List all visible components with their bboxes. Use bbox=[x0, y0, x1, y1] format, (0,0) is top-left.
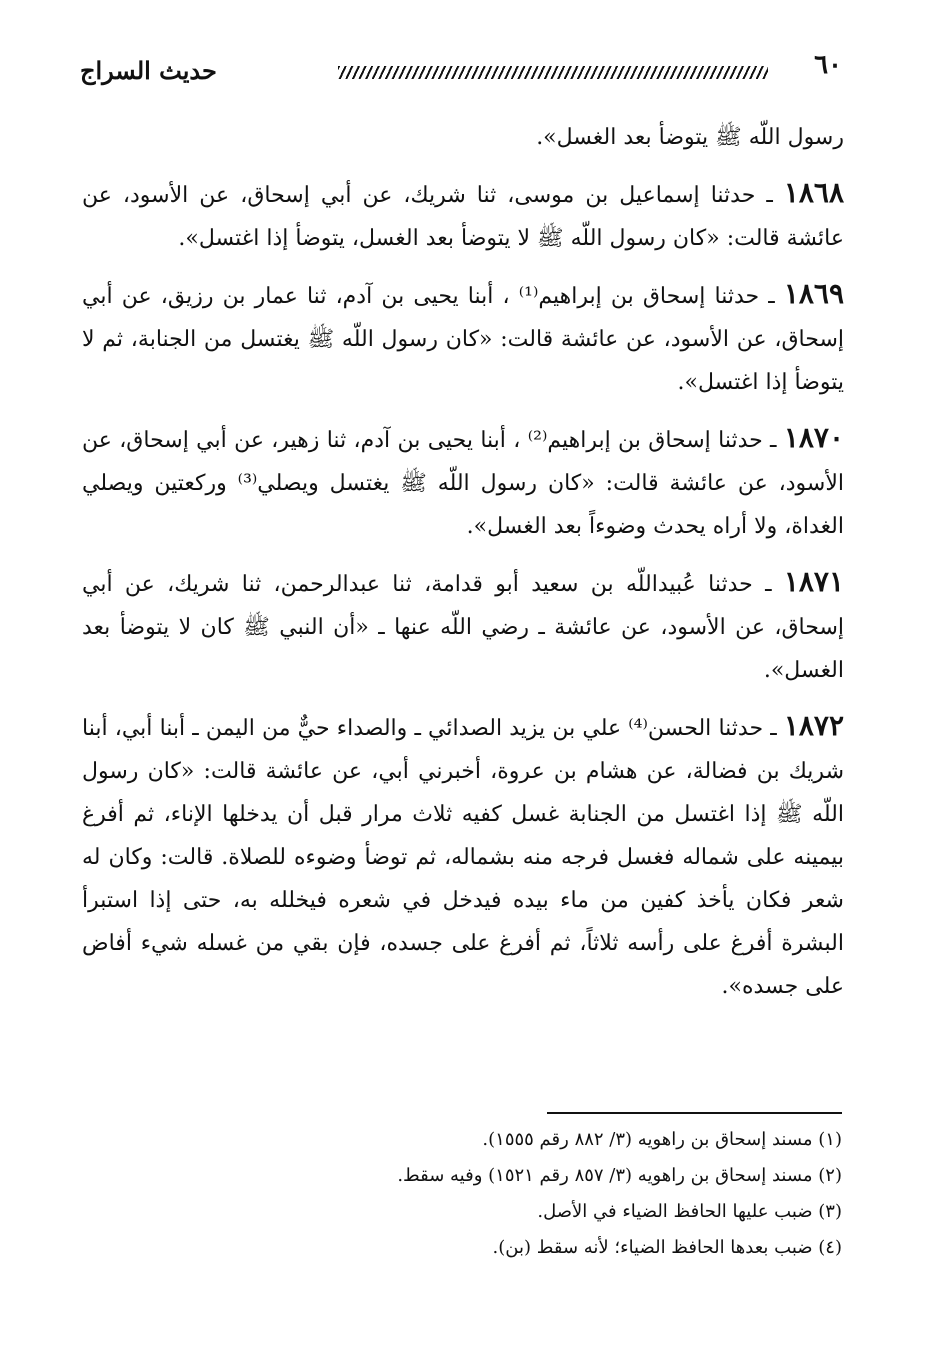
hadith-number: ١٨٧٢ bbox=[783, 709, 844, 742]
footnote-4: (٤) ضبب بعدها الحافظ الضياء؛ لأنه سقط (بن). bbox=[492, 1237, 842, 1258]
hadith-1872 bbox=[82, 704, 844, 1008]
footnote-1: (١) مسند إسحاق بن راهويه (٣/ ٨٨٢ رقم ١٥٥٥). bbox=[482, 1129, 842, 1150]
hadith-number: ١٨٦٩ bbox=[783, 277, 844, 310]
paragraph-text: ـ حدثنا عُبيداللّه بن سعيد أبو قدامة، ثنا عبدالرحمن، ثنا شريك، عن أبي إسحاق، عن الأسود، عن عائشة ـ رضي اللّه عنها ـ «أن النبي ﷺ كان لا يتوضأ بعد الغسل». bbox=[82, 572, 844, 683]
paragraph-text: ـ حدثنا إسحاق بن إبراهيم⁽¹⁾ ، أبنا يحيى بن آدم، ثنا عمار بن رزيق، عن أبي إسحاق، عن الأسود، عن عائشة قالت: «كان رسول اللّه ﷺ يغتسل من الجنابة، ثم لا يتوضأ إذا اغتسل». bbox=[82, 284, 844, 395]
footnote-2: (٢) مسند إسحاق بن راهويه (٣/ ٨٥٧ رقم ١٥٢١) وفيه سقط. bbox=[397, 1165, 842, 1186]
footnote-separator bbox=[547, 1112, 842, 1114]
hadith-1868 bbox=[82, 171, 844, 260]
hadith-1869 bbox=[82, 272, 844, 404]
page-header bbox=[80, 50, 842, 100]
paragraph-continuation bbox=[82, 116, 844, 159]
hadith-1871 bbox=[82, 560, 844, 692]
hadith-1870 bbox=[82, 416, 844, 548]
footnote-3: (٣) ضبب عليها الحافظ الضياء في الأصل. bbox=[537, 1201, 842, 1222]
header-ornament bbox=[338, 66, 768, 79]
paragraph-text: ـ حدثنا إسحاق بن إبراهيم⁽²⁾ ، أبنا يحيى بن آدم، ثنا زهير، عن أبي إسحاق، عن الأسود، عن عائشة قالت: «كان رسول اللّه ﷺ يغتسل ويصلي⁽³⁾ وركعتين ويصلي الغداة، ولا أراه يحدث وضوءاً بعد الغسل». bbox=[82, 428, 844, 539]
running-title: حديث السراج bbox=[80, 56, 217, 85]
paragraph-text: ـ حدثنا الحسن⁽⁴⁾ علي بن يزيد الصدائي ـ والصداء حيٌّ من اليمن ـ أبنا أبي، أبنا شريك بن فضالة، عن هشام بن عروة، أخبرني أبي، عن عائشة قالت: «كان رسول اللّه ﷺ إذا اغتسل من الجنابة غسل كفيه ثلاث مرار قبل أن يدخلها الإناء، ثم أفرغ بيمينه على شماله فغسل فرجه منه بشماله، ثم توضأ وضوءه للصلاة. قالت: وكان له شعر فكان يأخذ كفين من ماء بيده فيدخل في شعره فيخلله به، حتى إذا استبرأ البشرة أفرغ على رأسه ثلاثاً، ثم أفرغ على جسده، فإن بقي من غسله شيء أفاض على جسده». bbox=[82, 716, 844, 999]
hadith-number: ١٨٦٨ bbox=[783, 176, 844, 209]
hadith-number: ١٨٧١ bbox=[783, 565, 844, 598]
footnotes bbox=[142, 1122, 842, 1266]
hadith-number: ١٨٧٠ bbox=[783, 421, 844, 454]
page-number: ٦٠ bbox=[814, 50, 842, 80]
hadith-text bbox=[82, 116, 844, 1020]
paragraph-text: ـ حدثنا إسماعيل بن موسى، ثنا شريك، عن أبي إسحاق، عن الأسود، عن عائشة قالت: «كان رسول اللّه ﷺ لا يتوضأ بعد الغسل، يتوضأ إذا اغتسل». bbox=[82, 183, 844, 251]
paragraph-text: رسول اللّه ﷺ يتوضأ بعد الغسل». bbox=[536, 125, 844, 150]
